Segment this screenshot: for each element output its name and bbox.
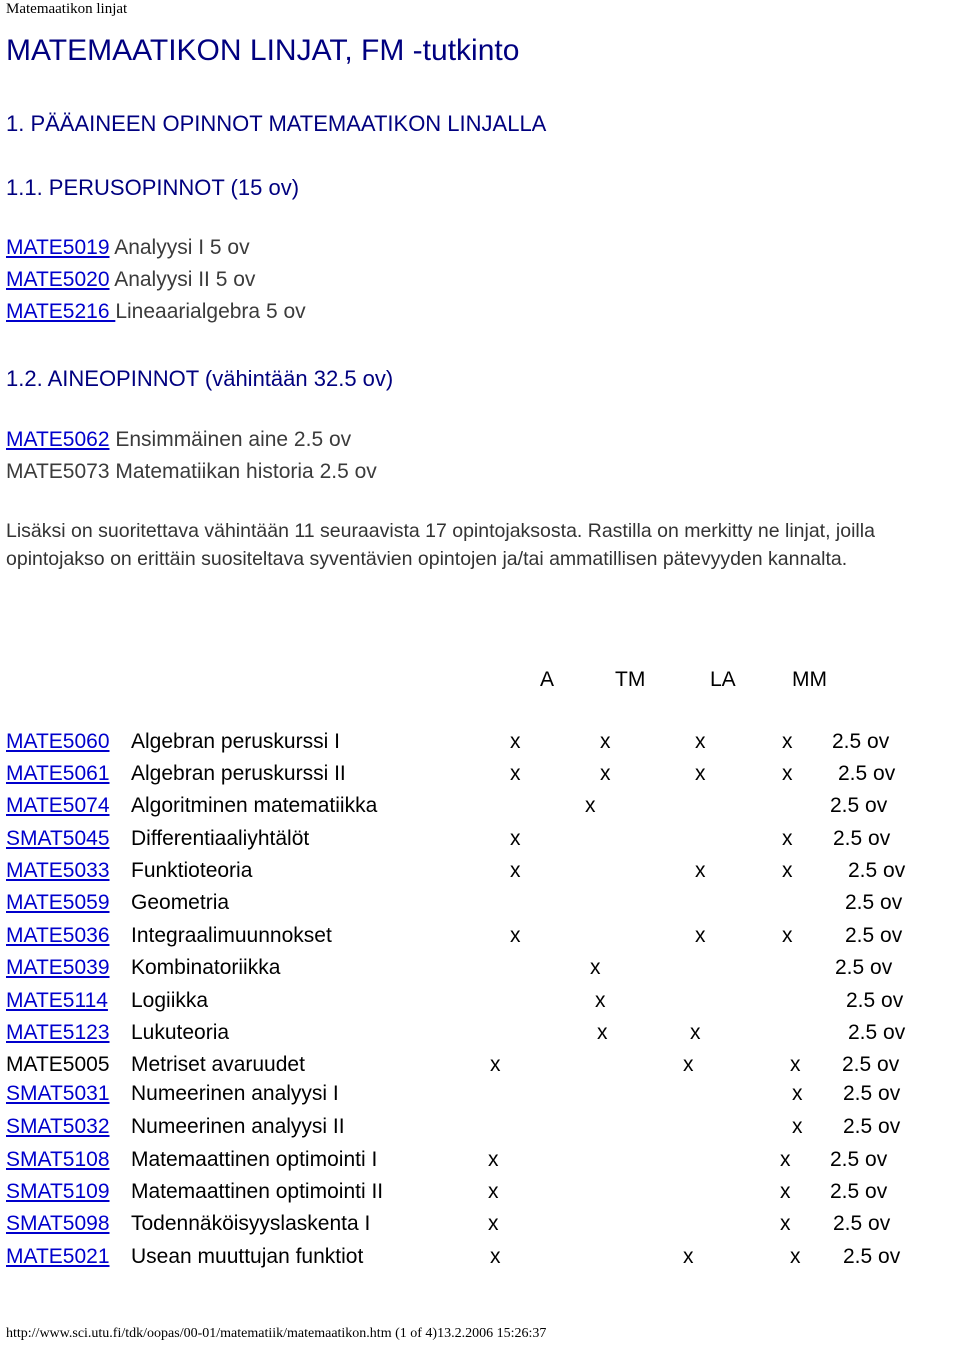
course-code: MATE5005 <box>6 1053 110 1076</box>
course-code-link[interactable]: MATE5062 <box>6 428 110 451</box>
credits: 2.5 ov <box>833 1212 891 1235</box>
course-name: Funktioteoria <box>131 859 253 882</box>
basic-course-2 <box>6 268 255 292</box>
course-code-link[interactable]: MATE5123 <box>6 1021 110 1044</box>
course-code-link[interactable]: MATE5020 <box>6 268 110 291</box>
table-row <box>6 827 960 857</box>
mark-a: x <box>510 859 521 882</box>
mark-a: x <box>510 827 521 850</box>
basic-course-3 <box>6 300 306 324</box>
mid-course-1 <box>6 428 351 452</box>
course-code-link[interactable]: MATE5039 <box>6 956 110 979</box>
course-name: Algebran peruskurssi I <box>131 730 340 753</box>
credits: 2.5 ov <box>830 1148 888 1171</box>
course-code-link[interactable]: MATE5021 <box>6 1245 110 1268</box>
mark-a: x <box>510 762 521 785</box>
mark-tm: x <box>600 762 611 785</box>
credits: 2.5 ov <box>830 794 888 817</box>
mark-la: x <box>695 859 706 882</box>
credits: 2.5 ov <box>845 891 903 914</box>
course-code-link[interactable]: MATE5114 <box>6 989 108 1012</box>
mark-la: x <box>695 730 706 753</box>
mark-la: x <box>690 1021 701 1044</box>
course-code-link[interactable]: MATE5036 <box>6 924 110 947</box>
course-code-link[interactable]: SMAT5031 <box>6 1082 110 1105</box>
credits: 2.5 ov <box>833 827 891 850</box>
mark-mm: x <box>780 1148 791 1171</box>
mark-mm: x <box>790 1053 801 1076</box>
mark-a: x <box>490 1053 501 1076</box>
credits: 2.5 ov <box>843 1245 901 1268</box>
table-row <box>6 1245 960 1275</box>
table-row <box>6 794 960 824</box>
basic-course-1 <box>6 236 250 260</box>
course-name: Numeerinen analyysi II <box>131 1115 345 1138</box>
credits: 2.5 ov <box>835 956 893 979</box>
column-header-mm: MM <box>792 668 827 691</box>
course-code-link[interactable]: MATE5060 <box>6 730 110 753</box>
course-code-link[interactable]: MATE5074 <box>6 794 110 817</box>
mark-mm: x <box>792 1115 803 1138</box>
table-row <box>6 859 960 889</box>
mark-mm: x <box>782 762 793 785</box>
course-name: Geometria <box>131 891 230 914</box>
credits: 2.5 ov <box>838 762 896 785</box>
mark-a: x <box>490 1245 501 1268</box>
course-code-link[interactable]: MATE5033 <box>6 859 110 882</box>
column-header-tm: TM <box>615 668 646 691</box>
column-header-la: LA <box>710 668 736 691</box>
mark-tm: x <box>600 730 611 753</box>
credits: 2.5 ov <box>848 1021 906 1044</box>
mark-a: x <box>510 924 521 947</box>
course-name: Algebran peruskurssi II <box>131 762 346 785</box>
mark-mm: x <box>780 1212 791 1235</box>
table-row <box>6 730 960 760</box>
credits: 2.5 ov <box>848 859 906 882</box>
course-name: Usean muuttujan funktiot <box>131 1245 364 1268</box>
course-name: Matemaattinen optimointi II <box>131 1180 384 1203</box>
mid-course-2: MATE5073 Matematiikan historia 2.5 ov <box>6 460 377 483</box>
table-row <box>6 1082 960 1112</box>
table-row <box>6 762 960 792</box>
mark-a: x <box>510 730 521 753</box>
mark-mm: x <box>782 730 793 753</box>
mark-mm: x <box>782 859 793 882</box>
course-code-link[interactable]: SMAT5108 <box>6 1148 110 1171</box>
table-row <box>6 989 960 1019</box>
table-row <box>6 1053 960 1083</box>
credits: 2.5 ov <box>843 1082 901 1105</box>
mark-la: x <box>695 924 706 947</box>
mark-la: x <box>683 1245 694 1268</box>
mark-a: x <box>488 1180 499 1203</box>
mark-la: x <box>683 1053 694 1076</box>
column-header-a: A <box>540 668 555 691</box>
mark-mm: x <box>790 1245 801 1268</box>
table-row <box>6 1148 960 1178</box>
mark-tm: x <box>590 956 601 979</box>
credits: 2.5 ov <box>846 989 904 1012</box>
credits: 2.5 ov <box>832 730 890 753</box>
course-code-link[interactable]: SMAT5045 <box>6 827 110 850</box>
course-name: Metriset avaruudet <box>131 1053 305 1076</box>
credits: 2.5 ov <box>842 1053 900 1076</box>
credits: 2.5 ov <box>843 1115 901 1138</box>
course-code-link[interactable]: MATE5019 <box>6 236 110 259</box>
mark-tm: x <box>595 989 606 1012</box>
page-footer-url: http://www.sci.utu.fi/tdk/oopas/00-01/matematiik/matemaatikon.htm (1 of 4)13.2.2006 15:26:37 <box>6 1326 547 1341</box>
course-name: Ensimmäinen aine 2.5 ov <box>115 428 352 451</box>
page-title: MATEMAATIKON LINJAT, FM -tutkinto <box>6 34 520 67</box>
table-row <box>6 1021 960 1051</box>
mark-mm: x <box>780 1180 791 1203</box>
course-code-link[interactable]: MATE5059 <box>6 891 110 914</box>
mark-a: x <box>488 1212 499 1235</box>
table-row <box>6 1180 960 1210</box>
course-code-link[interactable]: SMAT5109 <box>6 1180 110 1203</box>
mark-mm: x <box>782 924 793 947</box>
course-name: Integraalimuunnokset <box>131 924 332 947</box>
course-name: Numeerinen analyysi I <box>131 1082 339 1105</box>
course-name: Todennäköisyyslaskenta I <box>131 1212 371 1235</box>
credits: 2.5 ov <box>845 924 903 947</box>
mark-tm: x <box>585 794 596 817</box>
course-name: Analyysi I 5 ov <box>114 236 250 259</box>
mark-tm: x <box>597 1021 608 1044</box>
mark-la: x <box>695 762 706 785</box>
credits: 2.5 ov <box>830 1180 888 1203</box>
table-row <box>6 956 960 986</box>
course-name: Kombinatoriikka <box>131 956 281 979</box>
course-name: Analyysi II 5 ov <box>114 268 256 291</box>
section-heading-1: 1. PÄÄAINEEN OPINNOT MATEMAATIKON LINJALLA <box>6 111 547 136</box>
mark-a: x <box>488 1148 499 1171</box>
section-heading-1-2: 1.2. AINEOPINNOT (vähintään 32.5 ov) <box>6 366 394 391</box>
course-name: Logiikka <box>131 989 209 1012</box>
course-code-link[interactable]: MATE5216 <box>6 300 116 323</box>
course-name: Matemaattinen optimointi I <box>131 1148 378 1171</box>
instruction-paragraph: Lisäksi on suoritettava vähintään 11 seuraavista 17 opintojaksosta. Rastilla on merkitty ne linjat, joilla opintojakso on erittäin suositeltava syventävien opintojen ja/tai ammatillisen pätevyyden kannalta. <box>6 520 875 570</box>
table-row <box>6 924 960 954</box>
table-row <box>6 1115 960 1145</box>
page-header: Matemaatikon linjat <box>6 1 128 17</box>
course-code-link[interactable]: MATE5061 <box>6 762 110 785</box>
course-name: Differentiaaliyhtälöt <box>131 827 310 850</box>
mark-mm: x <box>792 1082 803 1105</box>
section-heading-1-1: 1.1. PERUSOPINNOT (15 ov) <box>6 175 300 200</box>
course-name: Lineaarialgebra 5 ov <box>115 300 306 323</box>
course-name: Lukuteoria <box>131 1021 230 1044</box>
table-row <box>6 1212 960 1242</box>
course-name: Algoritminen matematiikka <box>131 794 378 817</box>
table-row <box>6 891 960 921</box>
course-code-link[interactable]: SMAT5098 <box>6 1212 110 1235</box>
mark-mm: x <box>782 827 793 850</box>
course-code-link[interactable]: SMAT5032 <box>6 1115 110 1138</box>
